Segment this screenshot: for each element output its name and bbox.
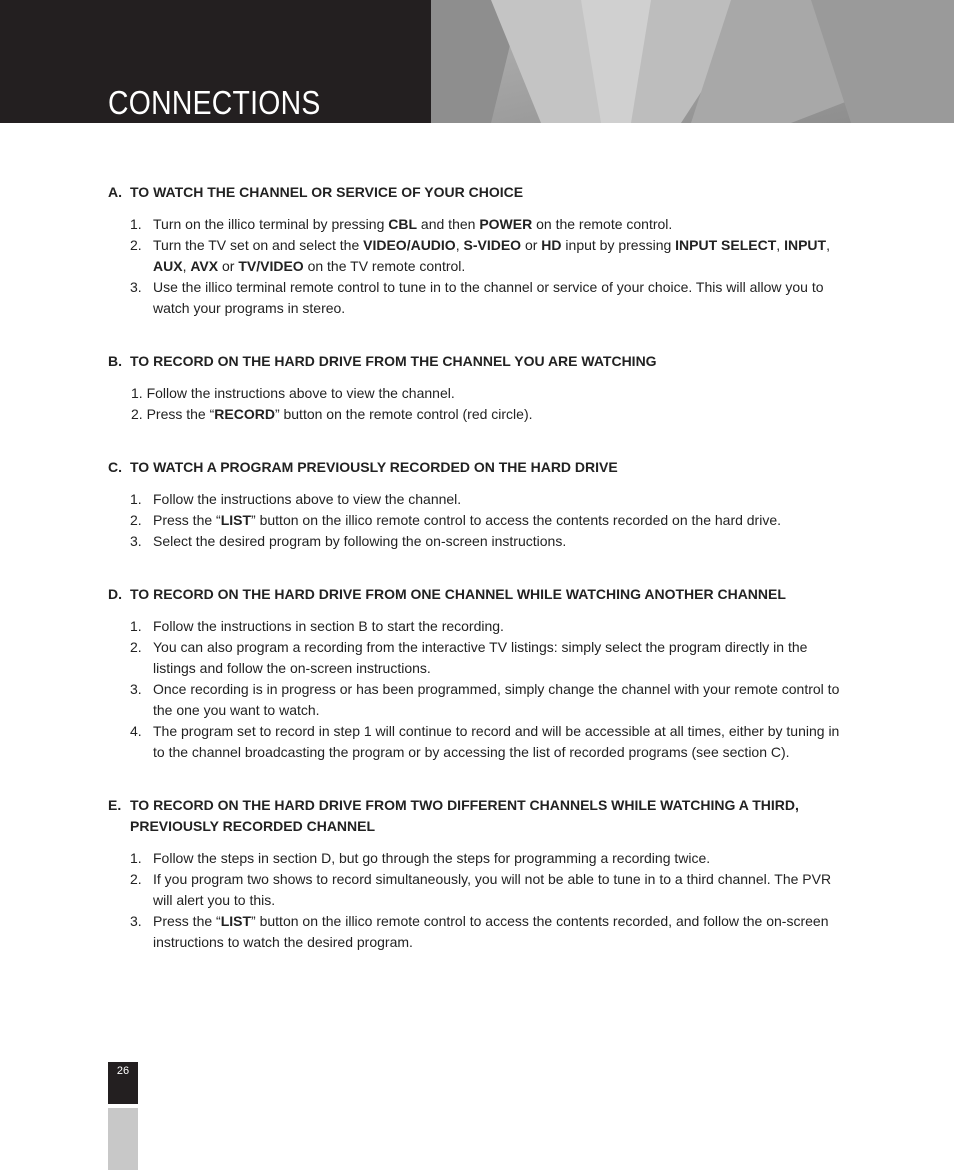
- step-text: Once recording is in progress or has been programmed, simply change the channel with your remote control to the one you want to watch.: [153, 681, 840, 718]
- text-run: ,: [455, 237, 464, 253]
- step-item: [108, 848, 848, 869]
- document-body: [108, 182, 848, 985]
- section-heading: [108, 351, 848, 372]
- section-letter: C.: [108, 459, 122, 475]
- page-title: CONNECTIONS: [108, 84, 321, 121]
- bold-key: CBL: [388, 216, 418, 232]
- text-run: 2. Press the “: [131, 406, 215, 422]
- step-list: [108, 383, 848, 425]
- section-letter: A.: [108, 184, 122, 200]
- step-number: 1.: [130, 491, 142, 507]
- step-text: [153, 510, 848, 531]
- section-title: TO RECORD ON THE HARD DRIVE FROM TWO DIFFERENT CHANNELS WHILE WATCHING A THIRD, PREVIOUSLY RECORDED CHANNEL: [130, 797, 799, 834]
- bold-key: RECORD: [214, 406, 275, 422]
- text-run: input by pressing: [561, 237, 676, 253]
- text-run: ,: [826, 237, 830, 253]
- text-run: Press the “: [153, 512, 221, 528]
- section-title: TO WATCH A PROGRAM PREVIOUSLY RECORDED ON THE HARD DRIVE: [130, 459, 618, 475]
- page-number: 26: [116, 1065, 130, 1077]
- step-text: Use the illico terminal remote control to tune in to the channel or service of your choice. This will allow you to watch your programs in stereo.: [153, 279, 824, 316]
- section-heading: [108, 457, 848, 478]
- step-text: [153, 235, 848, 277]
- step-item: [108, 911, 848, 953]
- text-run: and then: [417, 216, 480, 232]
- step-number: 3.: [130, 913, 142, 929]
- step-text: The program set to record in step 1 will continue to record and will be accessible at all times, either by tuning in to the channel broadcasting the program or by accessing the list of recorded programs (see section C).: [153, 723, 840, 760]
- section-heading: [108, 182, 848, 203]
- section-letter: B.: [108, 353, 122, 369]
- text-run: ” button on the remote control (red circle).: [274, 406, 533, 422]
- step-item: [108, 721, 848, 763]
- text-run: ,: [776, 237, 785, 253]
- section-a: [108, 182, 848, 319]
- step-item: [108, 510, 848, 531]
- text-run: on the TV remote control.: [303, 258, 466, 274]
- step-number: 1.: [130, 618, 142, 634]
- bold-key: LIST: [220, 913, 252, 929]
- text-run: on the remote control.: [532, 216, 673, 232]
- text-run: ” button on the illico remote control to access the contents recorded on the hard drive.: [251, 512, 782, 528]
- step-text: Follow the instructions in section B to start the recording.: [153, 618, 504, 634]
- text-run: or: [218, 258, 239, 274]
- bold-key: POWER: [479, 216, 533, 232]
- text-run: or: [521, 237, 542, 253]
- bold-key: INPUT SELECT: [675, 237, 777, 253]
- section-d: [108, 584, 848, 763]
- header-decorative-graphic: [431, 0, 954, 123]
- text-run: ” button on the illico remote control to access the contents recorded, and follow the on-screen instructions to watch the desired program.: [153, 913, 829, 950]
- bold-key: AUX: [153, 258, 183, 274]
- step-item: [108, 531, 848, 552]
- step-number: 3.: [130, 681, 142, 697]
- section-title: TO RECORD ON THE HARD DRIVE FROM THE CHANNEL YOU ARE WATCHING: [130, 353, 657, 369]
- step-list: [108, 616, 848, 763]
- step-number: 2.: [130, 639, 142, 655]
- bold-key: VIDEO/AUDIO: [363, 237, 456, 253]
- text-run: ,: [182, 258, 191, 274]
- step-item: [108, 637, 848, 679]
- text-run: Turn on the illico terminal by pressing: [153, 216, 389, 232]
- text-run: Press the “: [153, 913, 221, 929]
- section-title: TO RECORD ON THE HARD DRIVE FROM ONE CHANNEL WHILE WATCHING ANOTHER CHANNEL: [130, 586, 786, 602]
- bold-key: LIST: [220, 512, 252, 528]
- bold-key: INPUT: [784, 237, 827, 253]
- step-text: Follow the steps in section D, but go through the steps for programming a recording twice.: [153, 850, 711, 866]
- bold-key: S-VIDEO: [463, 237, 522, 253]
- step-number: 2.: [130, 512, 142, 528]
- page-side-tab: [108, 1108, 138, 1170]
- step-number: 1.: [130, 850, 142, 866]
- step-text: You can also program a recording from the interactive TV listings: simply select the program directly in the listings and follow the on-screen instructions.: [153, 639, 808, 676]
- step-text: Follow the instructions above to view the channel.: [153, 491, 462, 507]
- bold-key: TV/VIDEO: [238, 258, 304, 274]
- step-number: 4.: [130, 723, 142, 739]
- step-item: [108, 869, 848, 911]
- step-text: [153, 911, 848, 953]
- section-title: TO WATCH THE CHANNEL OR SERVICE OF YOUR CHOICE: [130, 184, 524, 200]
- section-b: [108, 351, 848, 425]
- step-list: [108, 214, 848, 319]
- page-number-box: [108, 1062, 138, 1104]
- text-run: Turn the TV set on and select the: [153, 237, 364, 253]
- section-c: [108, 457, 848, 552]
- step-item: [108, 489, 848, 510]
- step-number: 1.: [130, 216, 142, 232]
- step-number: 3.: [130, 533, 142, 549]
- step-list: [108, 489, 848, 552]
- text-run: 1. Follow the instructions above to view the channel.: [131, 385, 455, 401]
- step-number: 3.: [130, 279, 142, 295]
- step-number: 2.: [130, 237, 142, 253]
- step-item: [108, 277, 848, 319]
- step-item: [108, 383, 848, 404]
- section-heading: [108, 584, 848, 605]
- step-item: [108, 404, 848, 425]
- bold-key: HD: [541, 237, 562, 253]
- step-text: Select the desired program by following the on-screen instructions.: [153, 533, 567, 549]
- step-item: [108, 235, 848, 277]
- step-text: If you program two shows to record simultaneously, you will not be able to tune in to a third channel. The PVR will alert you to this.: [153, 871, 832, 908]
- step-number: 2.: [130, 871, 142, 887]
- section-heading: [108, 795, 848, 837]
- bold-key: AVX: [190, 258, 219, 274]
- step-text: [153, 214, 848, 235]
- section-letter: E.: [108, 797, 122, 813]
- step-item: [108, 214, 848, 235]
- section-e: [108, 795, 848, 953]
- section-letter: D.: [108, 586, 122, 602]
- header-graphic-svg: [431, 0, 954, 123]
- step-item: [108, 616, 848, 637]
- step-item: [108, 679, 848, 721]
- step-list: [108, 848, 848, 953]
